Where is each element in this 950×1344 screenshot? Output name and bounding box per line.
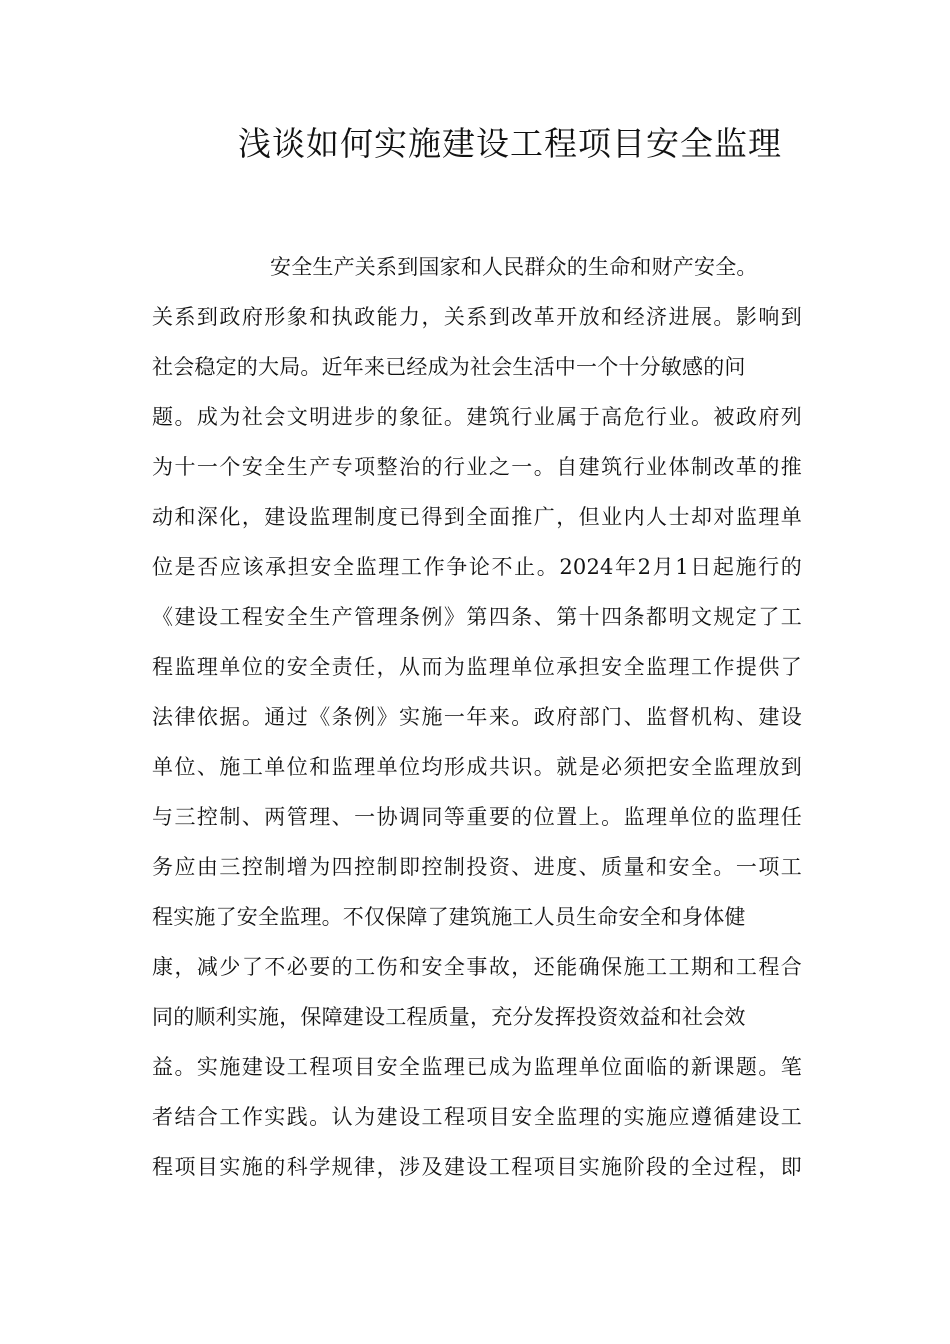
paragraph-line: 关系到政府形象和执政能力，关系到改革开放和经济进展。影响到 [152,305,802,329]
paragraph-line: 程监理单位的安全责任，从而为监理单位承担安全监理工作提供了 [152,655,802,679]
paragraph-line: 社会稳定的大局。近年来已经成为社会生活中一个十分敏感的问 [152,355,746,379]
document-body [152,242,802,1192]
paragraph-line: 为十一个安全生产专项整治的行业之一。自建筑行业体制改革的推 [152,455,802,479]
paragraph-line: 法律依据。通过《条例》实施一年来。政府部门、监督机构、建设 [152,705,802,729]
paragraph-line: 益。实施建设工程项目安全监理已成为监理单位面临的新课题。笔 [152,1055,802,1079]
document-title: 浅谈如何实施建设工程项目安全监理 [238,124,782,163]
paragraph-line: 《建设工程安全生产管理条例》第四条、第十四条都明文规定了工 [152,605,802,629]
paragraph-line: 程实施了安全监理。不仅保障了建筑施工人员生命安全和身体健 [152,905,746,929]
paragraph-line: 康，减少了不必要的工伤和安全事故，还能确保施工工期和工程合 [152,955,802,979]
paragraph-line: 位是否应该承担安全监理工作争论不止。2024年2月1日起施行的 [152,555,802,579]
paragraph-line: 务应由三控制增为四控制即控制投资、进度、质量和安全。一项工 [152,855,802,879]
paragraph-line: 安全生产关系到国家和人民群众的生命和财产安全。 [270,255,758,279]
paragraph-line: 者结合工作实践。认为建设工程项目安全监理的实施应遵循建设工 [152,1105,802,1129]
paragraph-line: 同的顺利实施，保障建设工程质量，充分发挥投资效益和社会效 [152,1005,746,1029]
paragraph-line: 题。成为社会文明进步的象征。建筑行业属于高危行业。被政府列 [152,405,802,429]
paragraph-line: 动和深化，建设监理制度已得到全面推广，但业内人士却对监理单 [152,505,802,529]
paragraph-line: 单位、施工单位和监理单位均形成共识。就是必须把安全监理放到 [152,755,802,779]
paragraph-line: 与三控制、两管理、一协调同等重要的位置上。监理单位的监理任 [152,805,802,829]
paragraph-line: 程项目实施的科学规律，涉及建设工程项目实施阶段的全过程，即 [152,1155,802,1179]
